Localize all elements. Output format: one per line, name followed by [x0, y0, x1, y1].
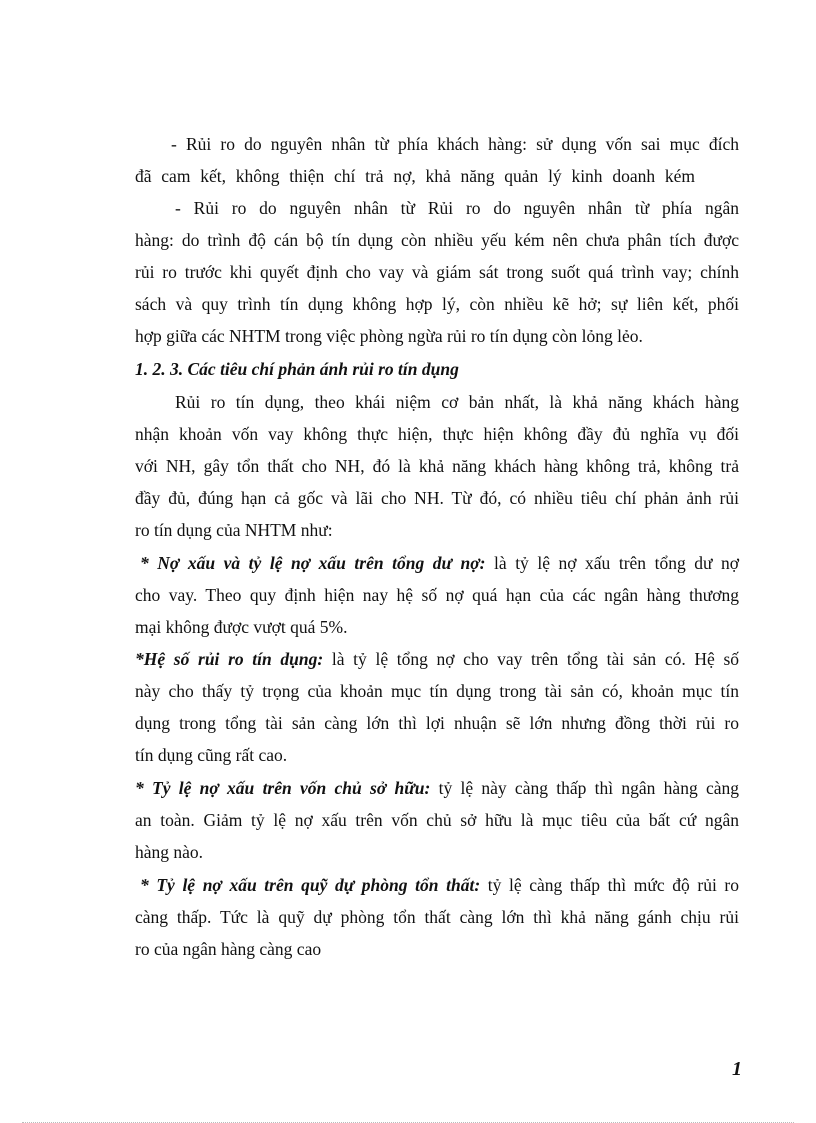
- paragraph-line: - Rủi ro do nguyên nhân từ phía khách hàng: sử dụng vốn sai mục đích: [171, 134, 739, 154]
- paragraph-line: nhận khoản vốn vay không thực hiện, thực hiện không đầy đủ nghĩa vụ đối: [135, 424, 739, 444]
- paragraph-line: - Rủi ro do nguyên nhân từ Rủi ro do nguyên nhân từ phía ngân: [175, 198, 739, 218]
- criterion-line: [135, 648, 739, 670]
- paragraph-line: tín dụng cũng rất cao.: [135, 745, 288, 765]
- paragraph-line: rủi ro trước khi quyết định cho vay và giám sát trong suốt quá trình vay; chính: [135, 262, 739, 282]
- criterion-term: *Hệ số rủi ro tín dụng:: [135, 649, 324, 669]
- criterion-text: là tỷ lệ nợ xấu trên tổng dư nợ: [494, 553, 740, 573]
- criterion-term: * Tỷ lệ nợ xấu trên vốn chủ sở hữu:: [135, 778, 431, 798]
- paragraph-line: ro của ngân hàng càng cao: [135, 939, 322, 959]
- paragraph-line: đã cam kết, không thiện chí trả nợ, khả năng quản lý kinh doanh kém: [135, 166, 695, 186]
- paragraph-line: dụng trong tổng tài sản càng lớn thì lợi nhuận sẽ lớn nhưng đồng thời rủi ro: [135, 713, 739, 733]
- criterion-line: [135, 777, 739, 799]
- paragraph-line: hợp giữa các NHTM trong việc phòng ngừa rủi ro tín dụng còn lỏng lẻo.: [135, 326, 643, 346]
- paragraph-line: này cho thấy tỷ trọng của khoản mục tín dụng trong tài sản có, khoản mục tín: [135, 681, 739, 701]
- criterion-text: tỷ lệ này càng thấp thì ngân hàng càng: [438, 778, 740, 798]
- paragraph-line: càng thấp. Tức là quỹ dự phòng tổn thất càng lớn thì khả năng gánh chịu rủi: [135, 907, 739, 927]
- paragraph-line: ro tín dụng của NHTM như:: [135, 520, 333, 540]
- paragraph-line: đầy đủ, đúng hạn cả gốc và lãi cho NH. Từ đó, có nhiều tiêu chí phản ảnh rủi: [135, 488, 739, 508]
- criterion-text: tỷ lệ càng thấp thì mức độ rủi ro: [487, 875, 740, 895]
- criterion-term: * Tỷ lệ nợ xấu trên quỹ dự phòng tổn thất:: [140, 875, 481, 895]
- paragraph-line: hàng nào.: [135, 842, 204, 862]
- paragraph-line: mại không được vượt quá 5%.: [135, 617, 348, 637]
- criterion-text: là tỷ lệ tổng nợ cho vay trên tổng tài sản có. Hệ số: [331, 649, 740, 669]
- criterion-line: [140, 874, 739, 896]
- paragraph-line: Rủi ro tín dụng, theo khái niệm cơ bản nhất, là khả năng khách hàng: [175, 392, 739, 412]
- criterion-term: * Nợ xấu và tỷ lệ nợ xấu trên tổng dư nợ:: [140, 553, 486, 573]
- page-number: 1: [732, 1058, 742, 1080]
- paragraph-line: hàng: do trình độ cán bộ tín dụng còn nhiều yếu kém nên chưa phân tích được: [135, 230, 739, 250]
- section-heading: 1. 2. 3. Các tiêu chí phản ánh rủi ro tín dụng: [135, 359, 459, 379]
- paragraph-line: với NH, gây tổn thất cho NH, đó là khả năng khách hàng không trả, không trả: [135, 456, 739, 476]
- paragraph-line: cho vay. Theo quy định hiện nay hệ số nợ quá hạn của các ngân hàng thương: [135, 585, 739, 605]
- criterion-line: [140, 552, 739, 574]
- paragraph-line: an toàn. Giảm tỷ lệ nợ xấu trên vốn chủ sở hữu là mục tiêu của bất cứ ngân: [135, 810, 739, 830]
- paragraph-line: sách và quy trình tín dụng không hợp lý, còn nhiều kẽ hở; sự liên kết, phối: [135, 294, 739, 314]
